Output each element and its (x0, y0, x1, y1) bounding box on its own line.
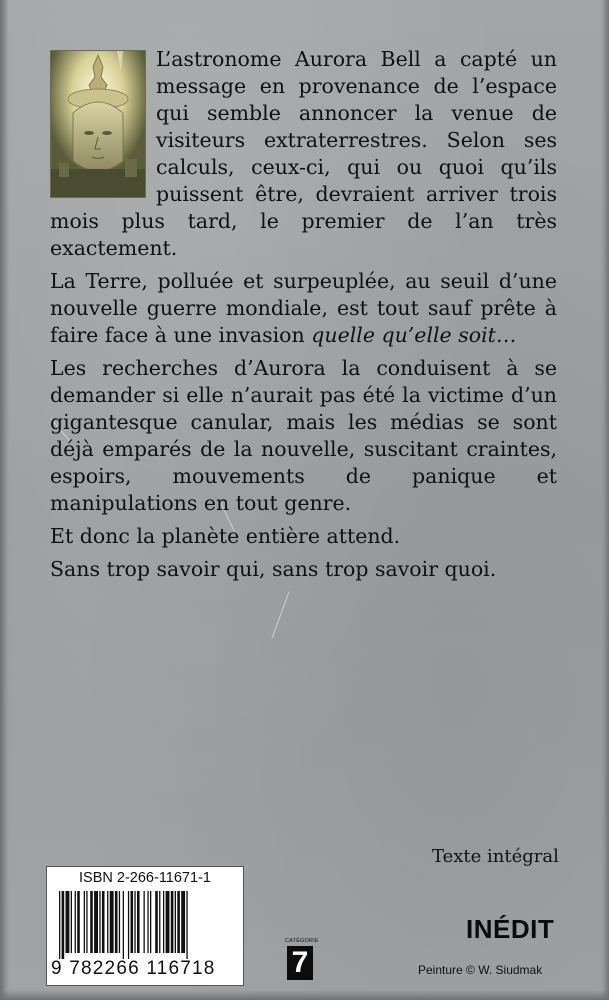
barcode-bar (77, 891, 80, 953)
barcode-bar (107, 891, 108, 953)
barcode (57, 891, 233, 959)
barcode-bar (90, 891, 93, 953)
barcode-bar (159, 891, 160, 953)
ean-number: 9 782266 116718 (51, 958, 216, 979)
cover-left-edge (0, 0, 9, 1000)
barcode-bar (177, 891, 180, 953)
blurb-paragraph-text: La Terre, polluée et surpeuplée, au seuil d’une nouvelle guerre mondiale, est tout sauf prête à faire face à une invasion (50, 269, 557, 347)
blurb-paragraph: Sans trop savoir qui, sans trop savoir quoi. (50, 557, 497, 581)
thumbnail-spacer (50, 50, 148, 198)
barcode-bar (166, 891, 170, 953)
texte-integral-label: Texte intégral (432, 846, 559, 867)
painting-credit: Peinture © W. Siudmak (418, 963, 543, 977)
barcode-bar (134, 891, 135, 953)
barcode-bar (137, 891, 140, 953)
category-number: 7 (287, 946, 313, 980)
blurb-paragraph (50, 268, 557, 349)
barcode-bar (144, 891, 145, 953)
barcode-bar (84, 891, 85, 953)
inedit-badge: INÉDIT (466, 914, 555, 944)
barcode-bar (94, 891, 98, 953)
barcode-bar (186, 891, 187, 959)
barcode-bar (110, 891, 114, 953)
barcode-bar (66, 891, 70, 953)
blurb-text (50, 46, 557, 589)
barcode-bar (150, 891, 151, 953)
blurb-paragraph: Et donc la planète entière attend. (50, 524, 401, 548)
barcode-bar (119, 891, 120, 953)
barcode-bar (71, 891, 72, 953)
blurb-paragraph: L’astronome Aurora Bell a capté un message en provenance de l’espace qui semble annoncer la venue de visiteurs extraterrestres. Selon ses calculs, ceux-ci, qui ou quoi qu’ils puissent être, devraient arriver trois mois plus tard, le premier de l’an très exactement. (50, 47, 557, 260)
category-badge (285, 938, 319, 982)
barcode-bar (155, 891, 158, 953)
barcode-bar (62, 891, 65, 959)
category-label: CATÉGORIE (285, 938, 319, 944)
isbn-barcode-box (46, 866, 244, 986)
crease-mark (271, 591, 289, 638)
barcode-bar (99, 891, 100, 953)
barcode-bar (115, 891, 118, 953)
cover-bottom-edge (0, 990, 609, 1000)
barcode-bar (163, 891, 164, 953)
barcode-bar (75, 891, 76, 953)
barcode-bar (175, 891, 176, 953)
barcode-bar (123, 891, 124, 959)
blurb-emphasis: quelle qu’elle soit… (311, 323, 517, 347)
barcode-bar (59, 891, 60, 959)
barcode-bar (131, 891, 134, 953)
blurb-paragraph: Les recherches d’Aurora la conduisent à se demander si elle n’aurait pas été la victime d’un gigantesque canular, mais les médias se sont déjà emparés de la nouvelle, suscitant craintes, espoirs, mouvements de panique et manipulations en tout genre. (50, 356, 557, 515)
barcode-bar (86, 891, 87, 953)
barcode-bar (128, 891, 129, 959)
barcode-bar (102, 891, 105, 953)
barcode-bar (171, 891, 174, 953)
barcode-bar (181, 891, 185, 953)
cover-right-edge (601, 0, 609, 1000)
barcode-bar (147, 891, 148, 953)
isbn-label: ISBN 2-266-11671-1 (79, 870, 211, 886)
